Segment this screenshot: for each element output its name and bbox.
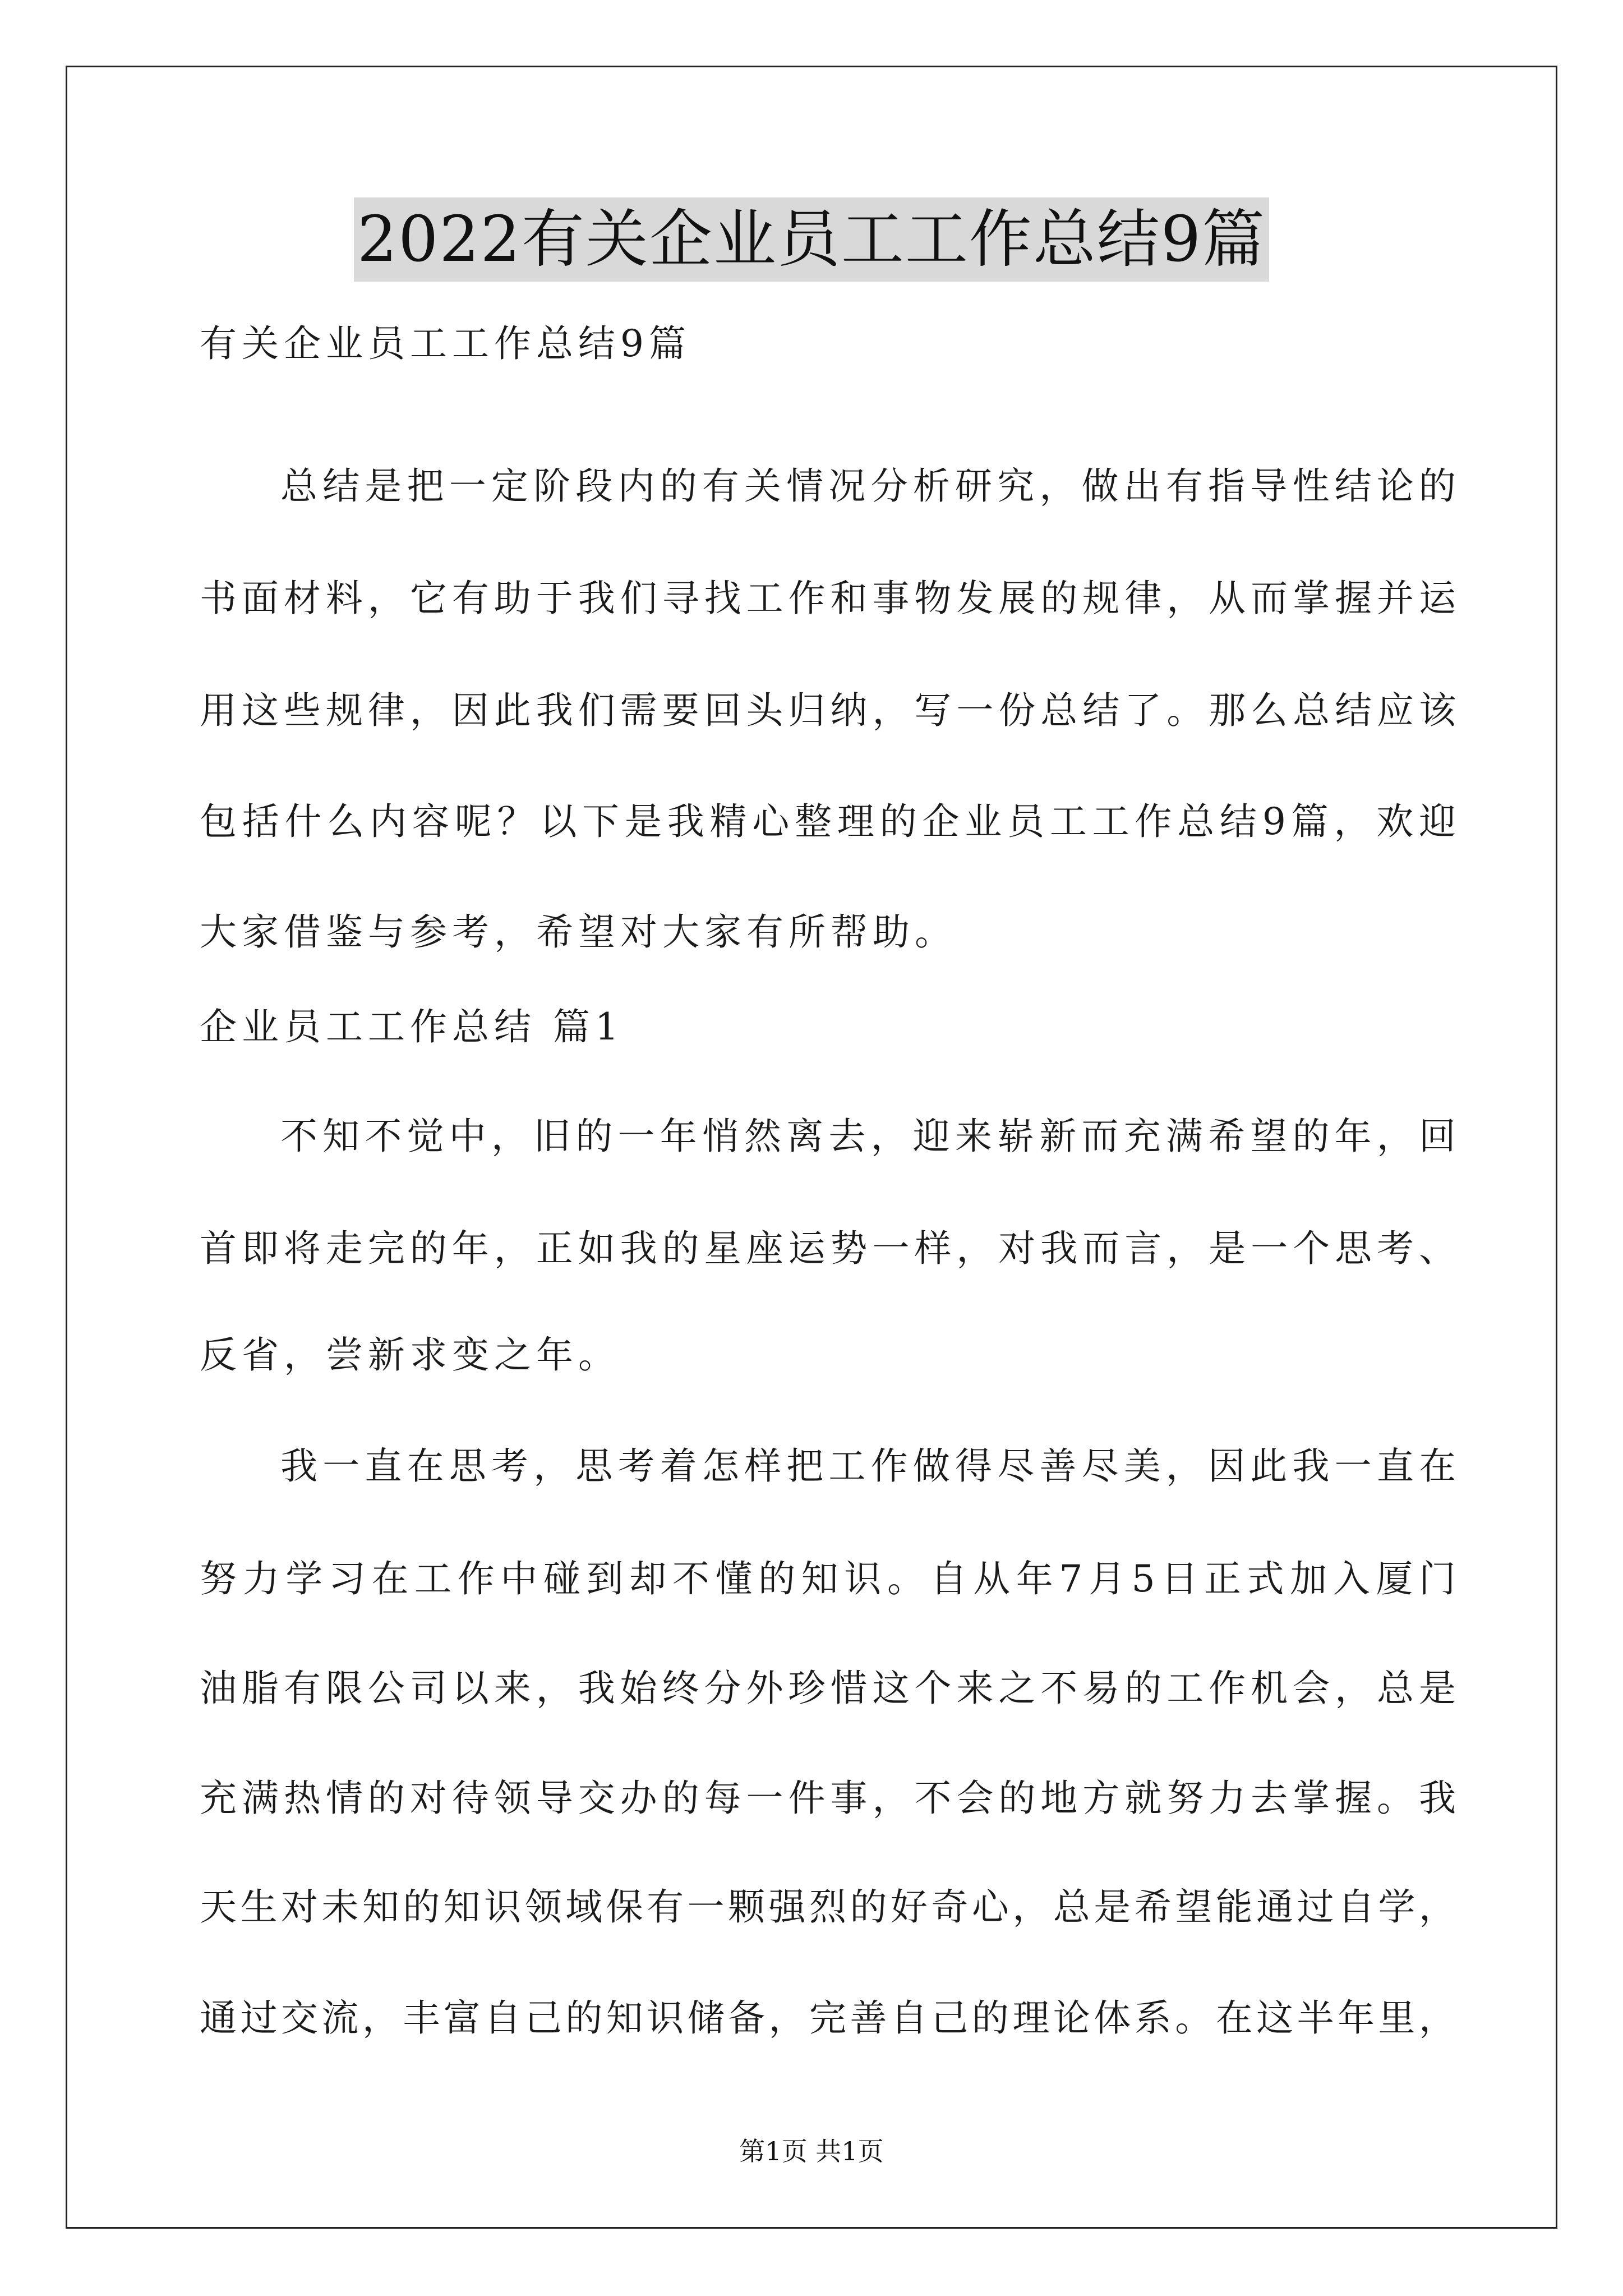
- intro-line-4: 包括什么内容呢？以下是我精心整理的企业员工工作总结9篇，欢迎: [200, 800, 1456, 843]
- para2-line-6: 通过交流，丰富自己的知识储备，完善自己的理论体系。在这半年里，: [200, 1996, 1456, 2040]
- para1-line-3: 反省，尝新求变之年。: [200, 1333, 620, 1377]
- section-heading: 企业员工工作总结 篇1: [200, 1005, 624, 1048]
- title-container: [0, 197, 1623, 282]
- intro-line-3: 用这些规律，因此我们需要回头归纳，写一份总结了。那么总结应该: [200, 689, 1456, 732]
- para2-line-2: 努力学习在工作中碰到却不懂的知识。自从年7月5日正式加入厦门: [200, 1557, 1456, 1600]
- para1-line-2: 首即将走完的年，正如我的星座运势一样，对我而言，是一个思考、: [200, 1227, 1456, 1270]
- intro-line-5: 大家借鉴与参考，希望对大家有所帮助。: [200, 910, 957, 954]
- intro-line-2: 书面材料，它有助于我们寻找工作和事物发展的规律，从而掌握并运: [200, 577, 1456, 620]
- para2-line-1: 我一直在思考，思考着怎样把工作做得尽善尽美，因此我一直在: [280, 1444, 1456, 1488]
- para1-line-1: 不知不觉中，旧的一年悄然离去，迎来崭新而充满希望的年，回: [280, 1115, 1456, 1158]
- intro-line-1: 总结是把一定阶段内的有关情况分析研究，做出有指导性结论的: [280, 464, 1456, 508]
- para2-line-5: 天生对未知的知识领域保有一颗强烈的好奇心，总是希望能通过自学，: [200, 1885, 1456, 1929]
- document-title: 2022有关企业员工工作总结9篇: [354, 197, 1269, 282]
- para2-line-4: 充满热情的对待领导交办的每一件事，不会的地方就努力去掌握。我: [200, 1777, 1456, 1820]
- page-footer: 第1页 共1页: [739, 2136, 884, 2166]
- document-subtitle: 有关企业员工工作总结9篇: [200, 322, 691, 365]
- para2-line-3: 油脂有限公司以来，我始终分外珍惜这个来之不易的工作机会，总是: [200, 1667, 1456, 1710]
